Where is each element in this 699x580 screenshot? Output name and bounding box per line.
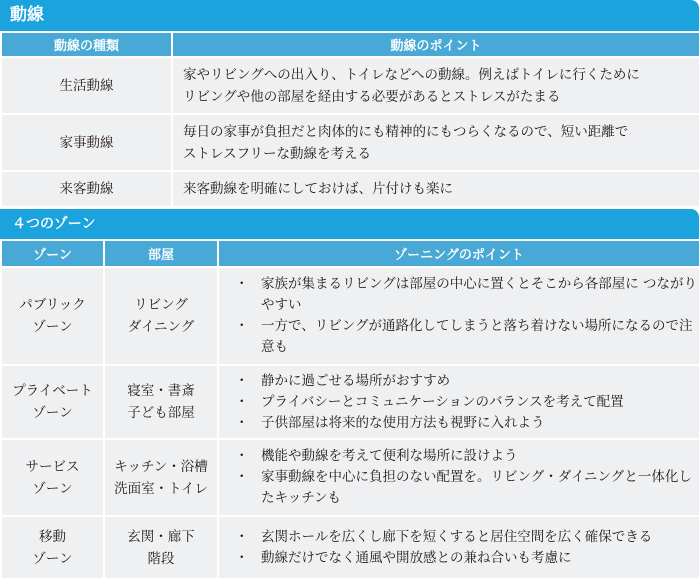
- room-cell: [104, 267, 218, 365]
- douse-type-cell: 生活動線: [1, 57, 172, 114]
- zone-cell: [1, 267, 104, 365]
- table-row: [1, 114, 699, 171]
- room-line: 子ども部屋: [127, 405, 195, 421]
- list-item: ・ 動線だけでなく通風や開放感との兼ね合いも考慮に: [235, 548, 699, 569]
- header-douse-type: 動線の種類: [1, 32, 172, 57]
- zone-line: プライベート: [12, 383, 93, 399]
- douse-header-row: [1, 32, 699, 57]
- zone-line: ゾーン: [32, 550, 73, 567]
- list-item: ・ 家族が集まるリビングは部屋の中心に置くとそこから各部屋に つながりやすい: [235, 274, 699, 316]
- header-room: 部屋: [104, 240, 218, 267]
- table-row: [1, 267, 699, 365]
- zone-cell: [1, 439, 104, 516]
- table-row: [1, 439, 699, 516]
- table-row: [1, 171, 699, 207]
- section-title-douse: 動線: [0, 0, 699, 31]
- zoning-point-cell: [218, 439, 699, 516]
- point-list: [219, 527, 699, 569]
- zones-table: [0, 239, 699, 580]
- zone-line: ゾーン: [32, 480, 73, 497]
- room-line: 洗面室・トイレ: [114, 480, 208, 497]
- point-line: リビングや他の部屋を経由する必要があるとストレスがたまる: [183, 88, 561, 105]
- zoning-point-cell: [218, 516, 699, 579]
- room-cell: [104, 365, 218, 439]
- douse-type-cell: 家事動線: [1, 114, 172, 171]
- room-line: ダイニング: [127, 319, 195, 335]
- zoning-point-cell: [218, 365, 699, 439]
- room-line: 階段: [147, 550, 175, 567]
- zone-cell: [1, 516, 104, 579]
- point-line: 家やリビングへの出入り、トイレなどへの動線。例えばトイレに行くために: [183, 66, 640, 83]
- zone-line: 移動: [39, 528, 66, 545]
- zone-line: サービス: [25, 458, 80, 475]
- douse-type-cell: 来客動線: [1, 171, 172, 207]
- point-list: [219, 371, 699, 434]
- list-item: ・ 玄関ホールを広くし廊下を短くすると居住空間を広く確保できる: [235, 527, 699, 548]
- table-row: [1, 57, 699, 114]
- zone-line: ゾーン: [32, 319, 73, 335]
- header-douse-point: 動線のポイント: [172, 32, 699, 57]
- list-item: ・ 機能や動線を考えて便利な場所に設けよう: [235, 446, 699, 467]
- room-cell: [104, 439, 218, 516]
- room-line: 寝室・書斎: [127, 383, 195, 399]
- list-item: ・ 一方で、リビングが通路化してしまうと落ち着けない場所になるので注意も: [235, 316, 699, 358]
- douse-point-cell: [172, 114, 699, 171]
- table-row: [1, 365, 699, 439]
- list-item: ・ プライバシーとコミュニケーションのバランスを考えて配置: [235, 392, 699, 413]
- table-row: [1, 516, 699, 579]
- header-zone: ゾーン: [1, 240, 104, 267]
- zone-line: ゾーン: [32, 405, 73, 421]
- header-zoning-point: ゾーニングのポイント: [218, 240, 699, 267]
- room-line: キッチン・浴槽: [114, 458, 208, 475]
- point-list: [219, 274, 699, 358]
- douse-point-cell: [172, 57, 699, 114]
- zones-header-row: [1, 240, 699, 267]
- douse-table: [0, 31, 699, 208]
- room-line: 玄関・廊下: [127, 528, 195, 545]
- point-list: [219, 446, 699, 509]
- section-title-zones: ４つのゾーン: [0, 209, 699, 239]
- zoning-point-cell: [218, 267, 699, 365]
- point-line: 毎日の家事が負担だと肉体的にも精神的にもつらくなるので、短い距離で: [183, 123, 629, 140]
- zone-cell: [1, 365, 104, 439]
- zone-line: パブリック: [19, 297, 86, 313]
- room-cell: [104, 516, 218, 579]
- list-item: ・ 家事動線を中心に負担のない配置を。リビング・ダイニングと一体化したキッチンも: [235, 467, 699, 509]
- room-line: リビング: [134, 297, 188, 313]
- list-item: ・ 静かに過ごせる場所がおすすめ: [235, 371, 699, 392]
- douse-point-cell: 来客動線を明確にしておけば、片付けも楽に: [172, 171, 699, 207]
- list-item: ・ 子供部屋は将来的な使用方法も視野に入れよう: [235, 413, 699, 434]
- point-line: ストレスフリーな動線を考える: [183, 145, 372, 162]
